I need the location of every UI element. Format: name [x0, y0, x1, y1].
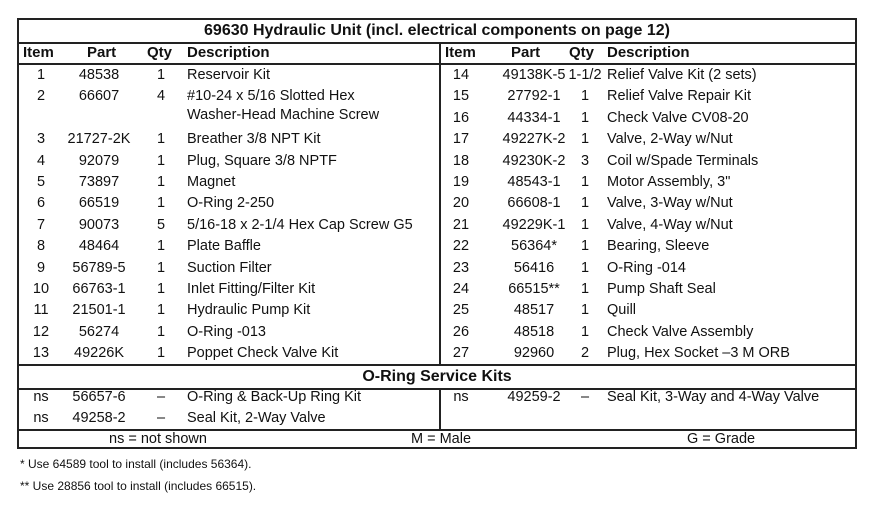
right-header-row — [441, 42, 855, 65]
cell-item: 10 — [32, 281, 50, 297]
cell-item: 8 — [36, 238, 46, 255]
header-part: Part — [87, 44, 117, 61]
cell-description: Pump Shaft Seal — [607, 281, 716, 297]
table-row — [441, 193, 855, 214]
cell-description: Quill — [607, 302, 637, 319]
cell-description: Relief Valve Repair Kit — [607, 88, 751, 105]
table-row-continuation — [19, 105, 439, 126]
cell-qty: 1 — [580, 323, 590, 340]
parts-table — [17, 18, 857, 449]
cell-item: 18 — [452, 152, 470, 169]
cell-part: 56657-6 — [72, 389, 126, 405]
cell-qty: 4 — [156, 88, 166, 105]
cell-item: 13 — [32, 345, 50, 362]
cell-qty: 1 — [580, 131, 590, 148]
cell-item: 12 — [32, 323, 50, 340]
cell-qty: 1 — [580, 88, 590, 105]
cell-part: 49259-2 — [507, 389, 561, 405]
cell-qty: 1 — [156, 174, 166, 190]
table-row — [441, 387, 855, 408]
cell-qty: 1 — [580, 216, 590, 233]
cell-qty: 1 — [156, 259, 166, 276]
cell-description: O-Ring 2-250 — [187, 195, 275, 212]
legend-male: M = Male — [411, 431, 472, 447]
cell-description: O-Ring -013 — [187, 323, 266, 340]
cell-part: 66607 — [78, 88, 120, 105]
table-row — [441, 343, 855, 364]
cell-qty: 1 — [580, 259, 590, 276]
legend-ns: ns = not shown — [109, 431, 207, 447]
cell-part: 44334-1 — [507, 109, 561, 126]
cell-qty: – — [156, 389, 166, 405]
cell-description: Check Valve Assembly — [607, 323, 754, 340]
cell-description: Plug, Square 3/8 NPTF — [187, 152, 337, 169]
cell-description: Reservoir Kit — [187, 67, 270, 83]
left-header-row — [19, 42, 439, 65]
footnote-2: ** Use 28856 tool to install (includes 66515). — [20, 479, 257, 493]
cell-qty: 1 — [580, 281, 590, 297]
cell-description: Valve, 3-Way w/Nut — [607, 195, 733, 212]
cell-description: 5/16-18 x 2-1/4 Hex Cap Screw G5 — [187, 216, 413, 233]
cell-part: 48464 — [78, 238, 120, 255]
table-row — [441, 215, 855, 236]
cell-description: Relief Valve Kit (2 sets) — [607, 67, 757, 83]
cell-part: 92960 — [513, 345, 555, 362]
table-row — [441, 322, 855, 343]
cell-part: 49138K-5 — [502, 67, 566, 83]
table-row — [19, 215, 439, 236]
cell-part: 73897 — [78, 174, 120, 190]
cell-description: O-Ring & Back-Up Ring Kit — [187, 389, 362, 405]
table-row — [441, 279, 855, 300]
table-row — [19, 343, 439, 364]
cell-qty: 1 — [580, 302, 590, 319]
cell-qty: 5 — [156, 216, 166, 233]
cell-qty: 1 — [156, 195, 166, 212]
cell-part: 56274 — [78, 323, 120, 340]
table-row — [441, 108, 855, 129]
cell-item: 3 — [36, 131, 46, 148]
cell-part: 48517 — [513, 302, 555, 319]
table-row — [441, 300, 855, 321]
cell-description: Motor Assembly, 3" — [607, 174, 731, 190]
footnote-1: * Use 64589 tool to install (includes 56364). — [20, 457, 252, 471]
cell-qty: 1 — [580, 109, 590, 126]
cell-part: 49229K-1 — [502, 216, 566, 233]
cell-qty: 3 — [580, 152, 590, 169]
cell-item: 9 — [36, 259, 46, 276]
cell-description: #10-24 x 5/16 Slotted Hex — [187, 88, 355, 105]
table-row — [441, 129, 855, 150]
cell-item: 14 — [452, 67, 470, 83]
table-row — [19, 236, 439, 257]
cell-description: Valve, 2-Way w/Nut — [607, 131, 733, 148]
table-row — [19, 300, 439, 321]
cell-part: 49226K — [74, 345, 124, 362]
cell-description: O-Ring -014 — [607, 259, 686, 276]
cell-item: 22 — [452, 238, 470, 255]
cell-qty: 1 — [156, 302, 166, 319]
table-row — [441, 258, 855, 279]
table-row — [441, 172, 855, 193]
cell-part: 48518 — [513, 323, 555, 340]
cell-item: ns — [33, 410, 49, 426]
oring-section-title: O-Ring Service Kits — [362, 368, 512, 385]
cell-qty: 1-1/2 — [568, 67, 602, 83]
header-item: Item — [23, 44, 54, 61]
cell-description: Coil w/Spade Terminals — [607, 152, 759, 169]
oring-column-divider — [439, 390, 441, 430]
cell-qty: 1 — [156, 238, 166, 255]
cell-description: Check Valve CV08-20 — [607, 109, 749, 126]
cell-qty: 1 — [156, 345, 166, 362]
header-item: Item — [445, 44, 476, 61]
cell-description: Bearing, Sleeve — [607, 238, 710, 255]
header-description: Description — [607, 44, 690, 61]
cell-part: 90073 — [78, 216, 120, 233]
cell-qty: – — [580, 389, 590, 405]
table-row — [441, 86, 855, 107]
cell-item: 23 — [452, 259, 470, 276]
cell-item: 1 — [36, 67, 46, 83]
cell-item: 4 — [36, 152, 46, 169]
table-row — [19, 151, 439, 172]
cell-item: 24 — [452, 281, 470, 297]
cell-qty: – — [156, 410, 166, 426]
cell-description: Seal Kit, 2-Way Valve — [187, 410, 326, 426]
cell-item: 19 — [452, 174, 470, 190]
cell-description: Magnet — [187, 174, 236, 190]
cell-qty: 1 — [156, 281, 166, 297]
cell-description-cont: Washer-Head Machine Screw — [187, 106, 380, 123]
cell-item: 11 — [33, 302, 49, 319]
cell-item: 27 — [452, 345, 470, 362]
table-row — [441, 65, 855, 86]
cell-qty: 2 — [580, 345, 590, 362]
cell-item: ns — [33, 389, 49, 405]
cell-qty: 1 — [156, 152, 166, 169]
table-row — [441, 151, 855, 172]
cell-description: Hydraulic Pump Kit — [187, 302, 311, 319]
table-row — [19, 279, 439, 300]
cell-part: 66519 — [78, 195, 120, 212]
cell-part: 27792-1 — [507, 88, 561, 105]
table-row — [19, 129, 439, 150]
cell-item: 6 — [36, 195, 46, 212]
cell-part: 66515** — [508, 281, 560, 297]
header-description: Description — [187, 44, 270, 61]
cell-item: 7 — [36, 216, 46, 233]
cell-part: 49227K-2 — [502, 131, 566, 148]
cell-part: 56789-5 — [72, 259, 126, 276]
cell-part: 48538 — [78, 67, 120, 83]
table-row — [441, 236, 855, 257]
cell-part: 56364* — [511, 238, 557, 255]
table-row — [19, 172, 439, 193]
cell-description: Suction Filter — [187, 259, 272, 276]
cell-description: Seal Kit, 3-Way and 4-Way Valve — [607, 389, 820, 405]
cell-description: Inlet Fitting/Filter Kit — [187, 281, 316, 297]
cell-description: Poppet Check Valve Kit — [187, 345, 339, 362]
cell-qty: 1 — [580, 195, 590, 212]
cell-part: 49258-2 — [72, 410, 126, 426]
header-qty: Qty — [147, 44, 173, 61]
table-title: 69630 Hydraulic Unit (incl. electrical components on page 12) — [19, 20, 855, 44]
cell-description: Valve, 4-Way w/Nut — [607, 216, 733, 233]
cell-part: 21501-1 — [72, 302, 126, 319]
table-row — [19, 65, 439, 86]
cell-description: Breather 3/8 NPT Kit — [187, 131, 321, 148]
cell-part: 66763-1 — [72, 281, 126, 297]
cell-item: 25 — [452, 302, 470, 319]
table-row — [19, 408, 439, 429]
cell-part: 92079 — [78, 152, 120, 169]
table-row — [19, 322, 439, 343]
table-row — [19, 258, 439, 279]
cell-description: Plate Baffle — [187, 238, 261, 255]
cell-part: 21727-2K — [67, 131, 131, 148]
header-part: Part — [511, 44, 541, 61]
cell-item: 2 — [36, 88, 46, 105]
cell-part: 49230K-2 — [502, 152, 566, 169]
table-row — [19, 387, 439, 408]
cell-item: 5 — [36, 174, 46, 190]
cell-qty: 1 — [156, 131, 166, 148]
header-qty: Qty — [569, 44, 595, 61]
cell-qty: 1 — [156, 67, 166, 83]
cell-item: 17 — [452, 131, 470, 148]
cell-item: ns — [453, 389, 469, 405]
table-row — [19, 193, 439, 214]
cell-item: 21 — [452, 216, 470, 233]
cell-part: 48543-1 — [507, 174, 561, 190]
cell-qty: 1 — [580, 174, 590, 190]
cell-item: 26 — [452, 323, 470, 340]
legend-grade: G = Grade — [687, 431, 756, 447]
cell-description: Plug, Hex Socket –3 M ORB — [607, 345, 790, 362]
cell-item: 15 — [452, 88, 470, 105]
cell-part: 56416 — [513, 259, 555, 276]
cell-qty: 1 — [156, 323, 166, 340]
cell-item: 20 — [452, 195, 470, 212]
cell-item: 16 — [452, 109, 470, 126]
cell-qty: 1 — [580, 238, 590, 255]
cell-part: 66608-1 — [507, 195, 561, 212]
